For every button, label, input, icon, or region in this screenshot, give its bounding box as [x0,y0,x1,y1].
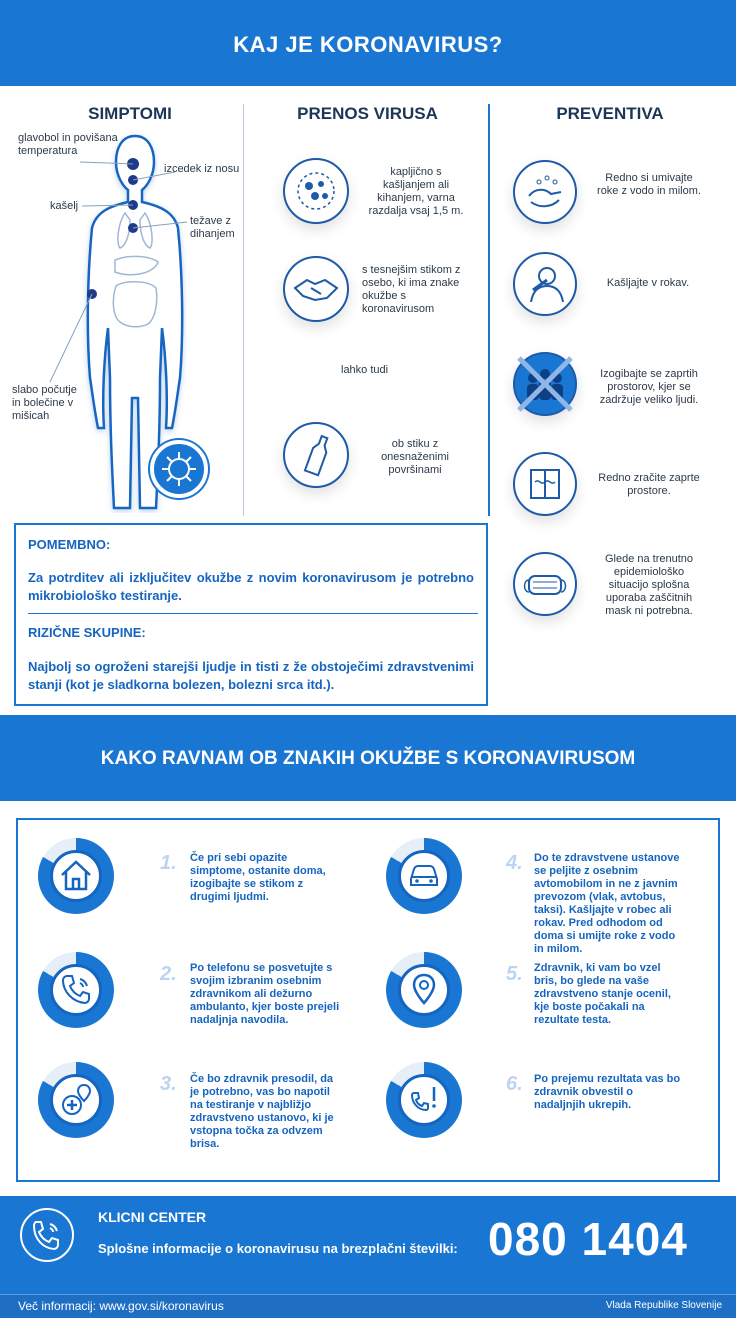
important-heading: POMEMBNO: [28,537,111,552]
column-divider [488,104,490,516]
symptom-cough: kašelj [50,200,79,212]
call-center-title: KLICNI CENTER [98,1209,207,1225]
virus-badge [150,440,208,498]
step-6-text: Po prejemu rezultata vas bo zdravnik obvestil o nadaljnjih ukrepih. [534,1073,681,1111]
call-center-icon-circle [20,1208,74,1262]
step-2-number: 2. [160,963,177,985]
cough-sleeve-icon [515,254,575,314]
step-5-text: Zdravnik, ki vam bo vzel bris, bo glede na vaše zdravstveno stanje ocenil, kje boste počakali na rezultate testa. [534,962,671,1026]
symptom-runny-nose: izcedek iz nosu [164,163,240,175]
risk-text: Najbolj so ogroženi starejši ljudje in tisti z že obstoječimi zdravstvenimi stanji (kot je sladkorna bolezen, bolezni srca itd.). [28,659,474,692]
cough-sleeve-icon-circle [513,252,577,316]
phone-alert-icon [406,1081,442,1117]
mask-icon-circle [513,552,577,616]
house-icon [58,857,94,893]
more-info-link[interactable]: Več informacij: www.gov.si/koronavirus [18,1299,224,1313]
prevention-handwash: Redno si umivajte roke z vodo in milom. [597,172,701,197]
prevention-crowds: Izogibajte se zaprtih prostorov, kjer se zadržuje veliko ljudi. [599,368,699,406]
transmission-droplets: kapljično s kašljanjem ali kihanjem, varna razdalja vsaj 1,5 m. [368,166,464,217]
section2-title: KAKO RAVNAM OB ZNAKIH OKUŽBE S KORONAVIRUSOM [100,748,636,769]
transmission-also: lahko tudi [341,364,389,376]
droplets-icon-circle [283,158,349,224]
call-center-text: Splošne informacije o koronavirusu na brezplačni številki: [98,1241,458,1256]
step-1-text: Če pri sebi opazite simptome, ostanite doma, izogibajte se stikom z drugimi ljudmi. [190,852,326,903]
phone-icon [58,971,94,1007]
handwash-icon [515,162,575,222]
mask-icon [515,554,575,614]
risk-heading: RIZIČNE SKUPINE: [28,625,146,640]
header-banner [0,0,736,86]
step-4-number: 4. [506,852,523,874]
prevention-title: PREVENTIVA [556,104,664,123]
prevention-ventilate: Redno zračite zaprte prostore. [598,472,700,497]
call-center-number[interactable]: 080 1404 [488,1213,688,1265]
droplets-icon [285,160,347,222]
transmission-surfaces: ob stiku z onesnaženimi površinami [381,438,449,476]
step-3-text: Če bo zdravnik presodil, da je potrebno, vas bo napotil na testiranje v najbližjo zdravstveno ustanovo, ki je vstopna točka za odvzem brisa. [190,1073,334,1150]
bottle-icon-circle [283,422,349,488]
prevention-masks: Glede na trenutno epidemiološko situacijo splošna uporaba zaščitnih mask ni potrebna. [604,553,694,617]
handshake-icon [285,258,347,320]
info-box [14,523,488,706]
window-icon-circle [513,452,577,516]
step-2-text: Po telefonu se posvetujte s svojim izbranim osebnim zdravnikom ali dežurno ambulanto, kjer boste prejeli nadaljnja navodila. [190,962,340,1026]
call-center-banner [0,1196,736,1294]
no-crowd-icon [515,354,575,414]
government-label: Vlada Republike Slovenije [605,1300,722,1311]
symptom-fever: glavobol in povišana temperatura [18,132,118,157]
handwash-icon-circle [513,160,577,224]
important-text: Za potrditev ali izključitev okužbe z novim koronavirusom je potrebno mikrobiološko testiranje. [28,570,474,603]
page-title: KAJ JE KORONAVIRUS? [233,32,503,57]
footer-bar [0,1294,736,1318]
section2-banner [0,715,736,801]
crowd-icon-circle [513,352,577,416]
virus-icon [154,444,204,494]
transmission-title: PRENOS VIRUSA [297,104,438,123]
location-pin-icon [406,971,442,1007]
symptom-muscle-pain: slabo počutje in bolečine v mišicah [12,384,77,422]
step-5-number: 5. [506,963,523,985]
prevention-cough: Kašljajte v rokav. [606,277,690,289]
call-center-phone-icon [22,1210,72,1260]
transmission-contact: s tesnejšim stikom z osebo, ki ima znake okužbe s koronavirusom [362,264,461,315]
medical-location-icon [58,1081,94,1117]
step-4-text: Do te zdravstvene ustanove se peljite z osebnim avtomobilom in ne z javnim prevozom (vlak, avtobus, taksi). Kašljajte v robec ali rokav. Pred odhodom od doma si umijte roke z vodo in milom. [534,852,680,955]
bottle-icon [285,424,347,486]
symptom-breathing: težave z dihanjem [190,215,235,240]
step-3-number: 3. [160,1073,177,1095]
handshake-icon-circle [283,256,349,322]
car-icon [406,857,442,893]
step-1-number: 1. [160,852,177,874]
window-icon [515,454,575,514]
info-divider [28,613,478,614]
symptoms-title: SIMPTOMI [88,104,172,123]
step-6-number: 6. [506,1073,523,1095]
